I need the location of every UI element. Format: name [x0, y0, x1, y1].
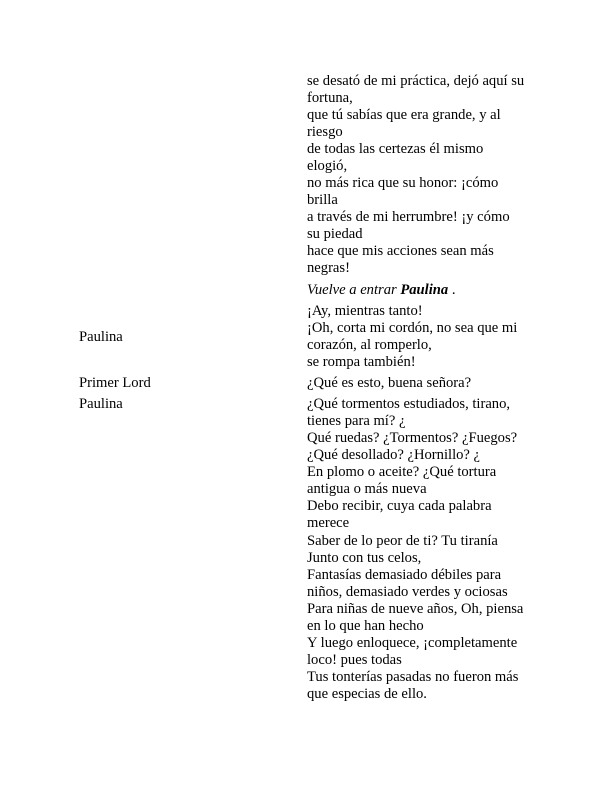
verse-line: brilla [307, 192, 338, 208]
verse-line: ¿Qué desollado? ¿Hornillo? ¿ [307, 447, 481, 463]
verse-line: ¡Oh, corta mi cordón, no sea que mi [307, 320, 518, 336]
verse-line: Debo recibir, cuya cada palabra [307, 498, 492, 514]
verse-line: Para niñas de nueve años, Oh, piensa [307, 601, 524, 617]
verse-line: que especias de ello. [307, 686, 427, 702]
verse-line: de todas las certezas él mismo [307, 141, 484, 157]
verse-line: Fantasías demasiado débiles para [307, 567, 502, 583]
verse-line: Saber de lo peor de ti? Tu tiranía [307, 533, 498, 549]
verse-line: Y luego enloquece, ¡completamente [307, 635, 518, 651]
verse-line: Tus tonterías pasadas no fueron más [307, 669, 519, 685]
stage-direction [307, 282, 456, 299]
direction-period: . [448, 282, 456, 298]
verse-line: se desató de mi práctica, dejó aquí su [307, 73, 525, 89]
verse-line: corazón, al romperlo, [307, 337, 432, 353]
verse-line: negras! [307, 260, 350, 276]
speaker-name: Paulina [79, 396, 123, 412]
verse-line: niños, demasiado verdes y ociosas [307, 584, 508, 600]
verse-line: Qué ruedas? ¿Tormentos? ¿Fuegos? [307, 430, 518, 446]
verse-line: antigua o más nueva [307, 481, 427, 497]
verse-line: En plomo o aceite? ¿Qué tortura [307, 464, 497, 480]
direction-text: Vuelve a entrar [307, 282, 401, 298]
verse-line: a través de mi herrumbre! ¡y cómo [307, 209, 510, 225]
verse-line: merece [307, 515, 350, 531]
verse-line: en lo que han hecho [307, 618, 424, 634]
verse-line: ¿Qué tormentos estudiados, tirano, [307, 396, 511, 412]
speaker-name: Paulina [79, 329, 123, 345]
verse-line: loco! pues todas [307, 652, 402, 668]
verse-line: hace que mis acciones sean más [307, 243, 494, 259]
verse-line: se rompa también! [307, 354, 416, 370]
verse-line: tienes para mí? ¿ [307, 413, 406, 429]
verse-line: Junto con tus celos, [307, 550, 422, 566]
verse-line: elogió, [307, 158, 348, 174]
verse-line: fortuna, [307, 90, 353, 106]
direction-character-name: Paulina [400, 282, 449, 298]
verse-line: ¡Ay, mientras tanto! [307, 303, 423, 319]
verse-line: que tú sabías que era grande, y al [307, 107, 501, 123]
verse-line: su piedad [307, 226, 363, 242]
verse-line: ¿Qué es esto, buena señora? [307, 375, 472, 391]
verse-line: no más rica que su honor: ¡cómo [307, 175, 499, 191]
speaker-name: Primer Lord [79, 375, 151, 391]
verse-line: riesgo [307, 124, 343, 140]
